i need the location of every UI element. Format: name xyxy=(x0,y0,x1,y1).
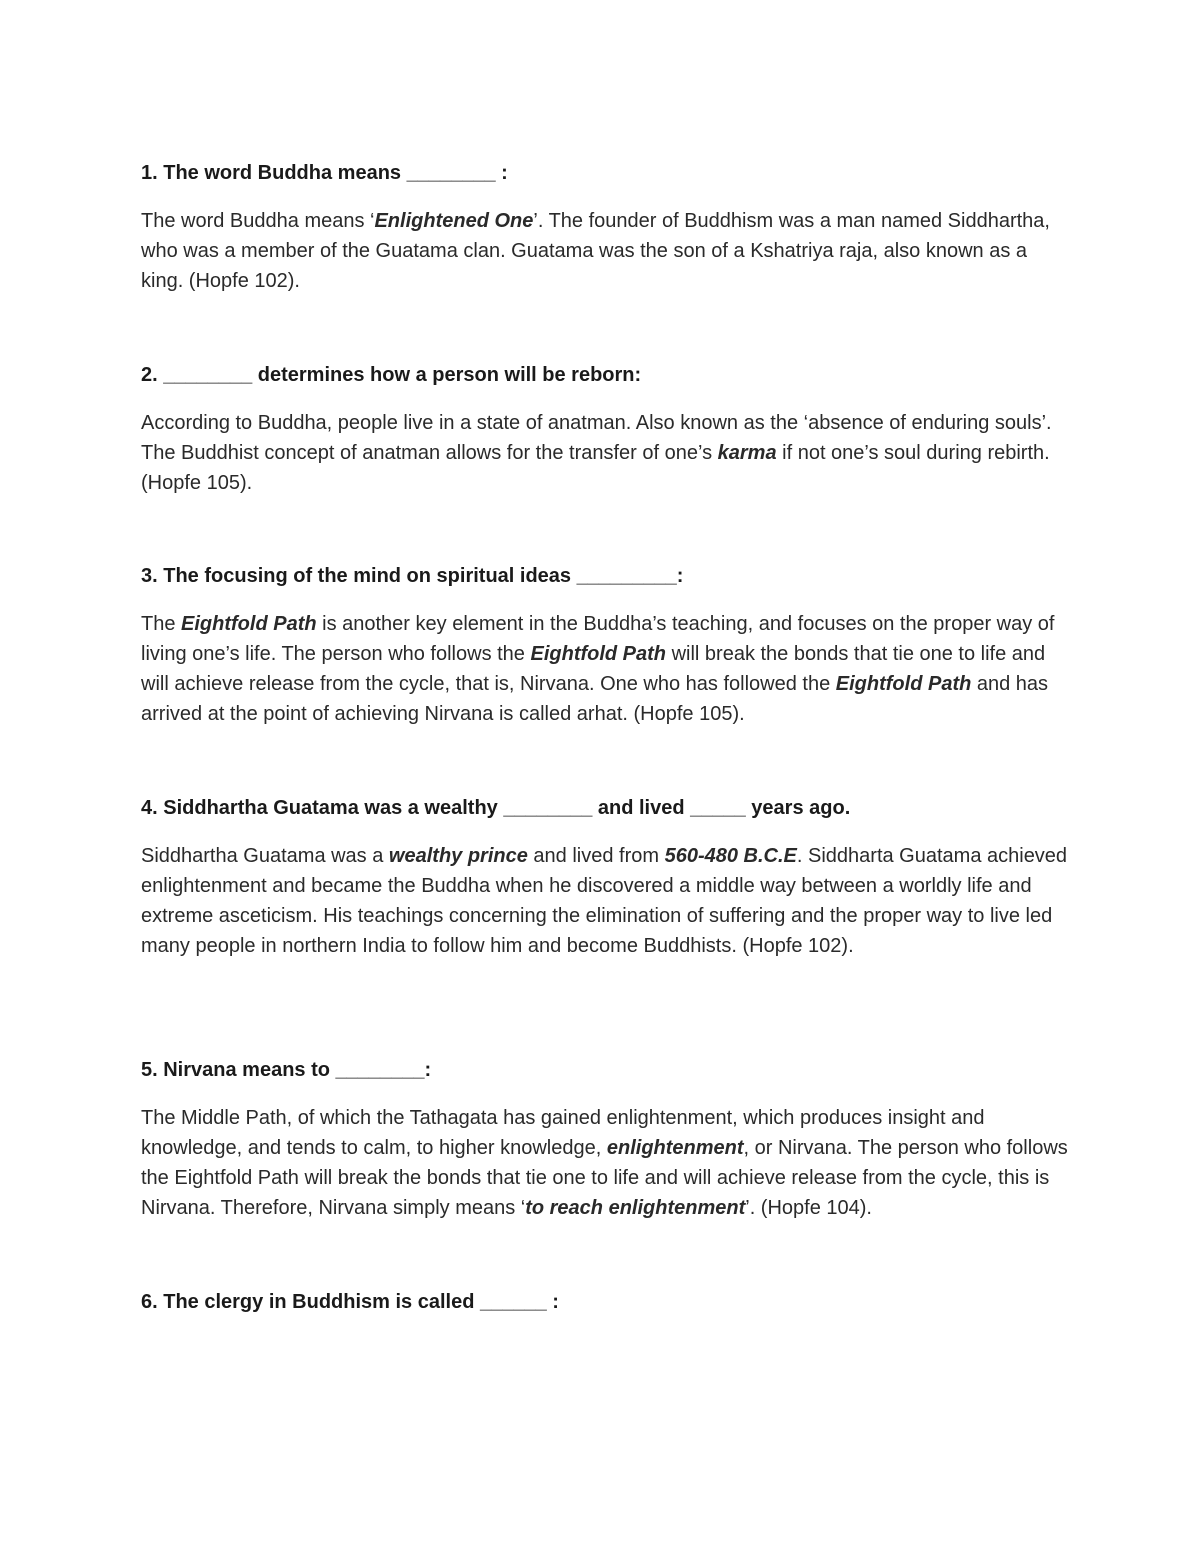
section-2 xyxy=(141,360,1071,498)
answer-2: According to Buddha, people live in a state of anatman. Also known as the ‘absence of enduring souls’. The Buddhist concept of anatman allows for the transfer of one’s karma if not one’s soul during rebirth. (Hopfe 105). xyxy=(141,412,1052,494)
section-3 xyxy=(141,561,1071,729)
question-4: 4. Siddhartha Guatama was a wealthy ________ and lived _____ years ago. xyxy=(141,797,851,819)
answer-5: The Middle Path, of which the Tathagata has gained enlightenment, which produces insight and knowledge, and tends to calm, to higher knowledge, enlightenment, or Nirvana. The person who follows the Eightfold Path will break the bonds that tie one to life and will achieve release from the cycle, this is Nirvana. Therefore, Nirvana simply means ‘to reach enlightenment’. (Hopfe 104). xyxy=(141,1107,1068,1219)
section-5 xyxy=(141,1055,1071,1223)
question-3: 3. The focusing of the mind on spiritual ideas _________: xyxy=(141,565,684,587)
question-6: 6. The clergy in Buddhism is called ______ : xyxy=(141,1291,559,1313)
section-4 xyxy=(141,793,1071,961)
question-1: 1. The word Buddha means ________ : xyxy=(141,162,508,184)
question-5: 5. Nirvana means to ________: xyxy=(141,1059,432,1081)
section-1 xyxy=(141,158,1071,296)
section-6 xyxy=(141,1287,1071,1317)
answer-3: The Eightfold Path is another key element in the Buddha’s teaching, and focuses on the proper way of living one’s life. The person who follows the Eightfold Path will break the bonds that tie one to life and will achieve release from the cycle, that is, Nirvana. One who has followed the Eightfold Path and has arrived at the point of achieving Nirvana is called arhat. (Hopfe 105). xyxy=(141,613,1055,725)
answer-1: The word Buddha means ‘Enlightened One’. The founder of Buddhism was a man named Siddhartha, who was a member of the Guatama clan. Guatama was the son of a Kshatriya raja, also known as a king. (Hopfe 102). xyxy=(141,210,1050,292)
question-2: 2. ________ determines how a person will be reborn: xyxy=(141,364,642,386)
answer-4: Siddhartha Guatama was a wealthy prince and lived from 560-480 B.C.E. Siddharta Guatama achieved enlightenment and became the Buddha when he discovered a middle way between a worldly life and extreme asceticism. His teachings concerning the elimination of suffering and the proper way to live led many people in northern India to follow him and become Buddhists. (Hopfe 102). xyxy=(141,845,1068,957)
